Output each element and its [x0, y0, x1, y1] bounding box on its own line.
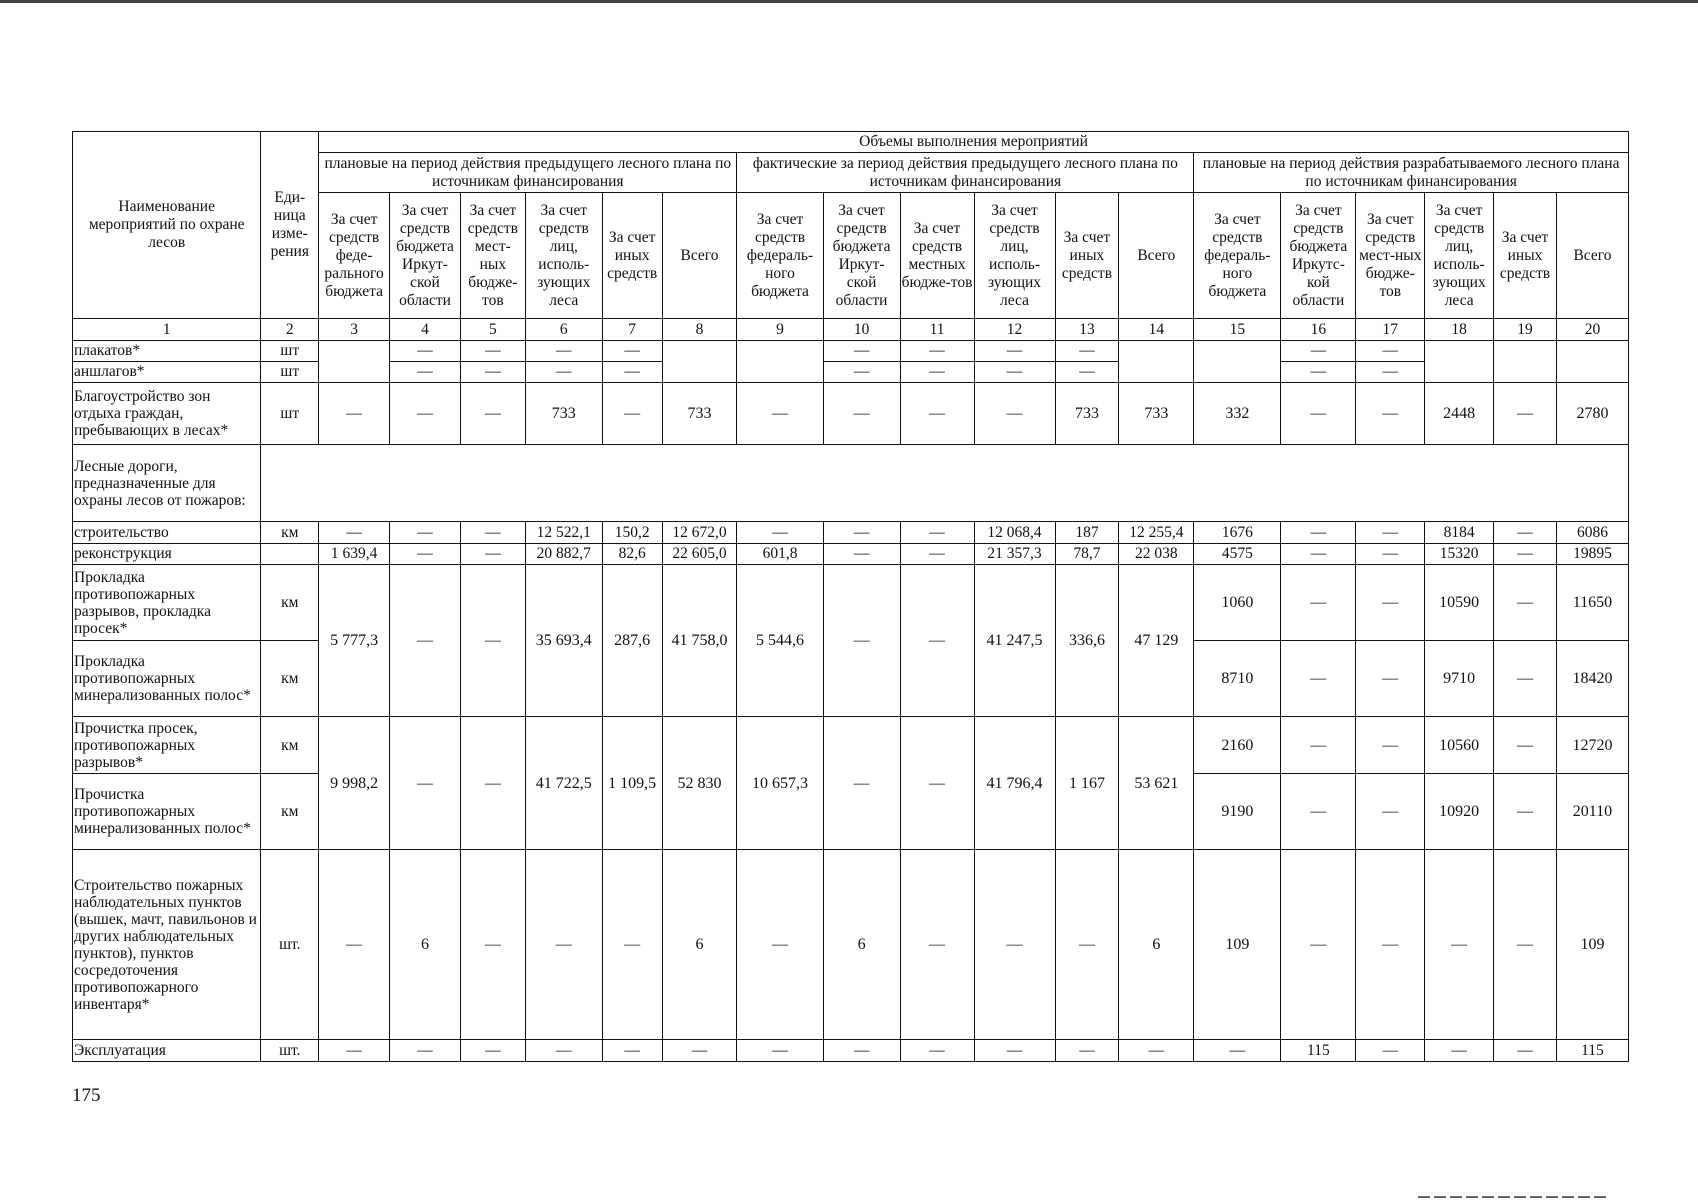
cell: 9190 [1194, 774, 1281, 850]
cell: 21 357,3 [974, 544, 1055, 565]
cell: — [1494, 383, 1557, 445]
cell [1194, 341, 1281, 383]
cell: — [974, 850, 1055, 1040]
cell: 12 672,0 [662, 522, 737, 544]
cell: — [1281, 565, 1356, 641]
row-name: строительство [73, 522, 261, 544]
cell: 6 [390, 850, 461, 1040]
header-group-planned-new: плановые на период действия разрабатываемого лесного плана по источникам финансирования [1194, 153, 1629, 193]
cell: — [823, 717, 900, 850]
cell: 2780 [1556, 383, 1628, 445]
cell: — [823, 362, 900, 383]
scan-bottom-edge [1418, 1196, 1608, 1198]
cell: 1 167 [1055, 717, 1119, 850]
row-unit: км [261, 565, 319, 641]
cell: — [460, 1040, 525, 1062]
cell: 4575 [1194, 544, 1281, 565]
header-col-19: За счет иных средств [1494, 193, 1557, 319]
cell: — [525, 1040, 602, 1062]
col-number: 2 [261, 319, 319, 341]
cell: 733 [1055, 383, 1119, 445]
row-unit: км [261, 774, 319, 850]
cell: — [1281, 544, 1356, 565]
page-number: 175 [72, 1085, 101, 1106]
cell: 11650 [1556, 565, 1628, 641]
cell: — [974, 1040, 1055, 1062]
cell: — [319, 522, 390, 544]
cell [1556, 341, 1628, 383]
cell: 6 [1119, 850, 1194, 1040]
col-number: 4 [390, 319, 461, 341]
header-col-17: За счет средств мест-ных бюдже-тов [1356, 193, 1425, 319]
col-number: 11 [900, 319, 974, 341]
cell: — [460, 850, 525, 1040]
cell: — [1494, 850, 1557, 1040]
cell: — [1356, 1040, 1425, 1062]
header-col-20: Всего [1556, 193, 1628, 319]
cell: — [1494, 774, 1557, 850]
cell: — [1356, 565, 1425, 641]
col-number: 18 [1425, 319, 1494, 341]
cell: — [602, 1040, 662, 1062]
cell: — [1494, 544, 1557, 565]
cell: — [1356, 544, 1425, 565]
cell: 6086 [1556, 522, 1628, 544]
cell: — [1356, 850, 1425, 1040]
header-volumes: Объемы выполнения мероприятий [319, 132, 1629, 153]
cell: 10920 [1425, 774, 1494, 850]
cell: 1060 [1194, 565, 1281, 641]
col-number: 1 [73, 319, 261, 341]
cell: — [390, 383, 461, 445]
cell: — [1425, 1040, 1494, 1062]
cell: 12720 [1556, 717, 1628, 774]
header-col-4: За счет средств бюджета Иркут-ской области [390, 193, 461, 319]
cell: 733 [662, 383, 737, 445]
cell: — [390, 362, 461, 383]
cell: — [460, 565, 525, 717]
cell: — [390, 1040, 461, 1062]
cell: 5 544,6 [737, 565, 823, 717]
cell: 150,2 [602, 522, 662, 544]
cell: 336,6 [1055, 565, 1119, 717]
cell: 1 109,5 [602, 717, 662, 850]
header-col-6: За счет средств лиц, исполь-зующих леса [525, 193, 602, 319]
cell: — [823, 565, 900, 717]
cell: 1676 [1194, 522, 1281, 544]
cell: 52 830 [662, 717, 737, 850]
cell: 22 605,0 [662, 544, 737, 565]
cell: 10560 [1425, 717, 1494, 774]
cell: — [1494, 522, 1557, 544]
cell: — [1281, 717, 1356, 774]
cell: — [460, 362, 525, 383]
row-name: плакатов* [73, 341, 261, 362]
col-number: 15 [1194, 319, 1281, 341]
col-number: 9 [737, 319, 823, 341]
cell: 10590 [1425, 565, 1494, 641]
cell: 41 758,0 [662, 565, 737, 717]
row-name: Прочистка просек, противопожарных разрывов* [73, 717, 261, 774]
cell: — [602, 850, 662, 1040]
cell: — [319, 850, 390, 1040]
cell: 6 [823, 850, 900, 1040]
header-col-11: За счет средств местных бюдже-тов [900, 193, 974, 319]
cell: — [1055, 362, 1119, 383]
col-number: 5 [460, 319, 525, 341]
cell: 41 722,5 [525, 717, 602, 850]
cell: 78,7 [1055, 544, 1119, 565]
cell: — [1119, 1040, 1194, 1062]
cell: — [900, 522, 974, 544]
header-col-15: За счет средств федераль-ного бюджета [1194, 193, 1281, 319]
cell: — [1356, 717, 1425, 774]
cell: — [974, 362, 1055, 383]
col-number: 17 [1356, 319, 1425, 341]
cell: 82,6 [602, 544, 662, 565]
header-group-planned-prev: плановые на период действия предыдущего лесного плана по источникам финансирования [319, 153, 737, 193]
cell [1494, 341, 1557, 383]
cell: 15320 [1425, 544, 1494, 565]
cell: — [602, 341, 662, 362]
cell: 187 [1055, 522, 1119, 544]
scan-top-edge [0, 0, 1698, 3]
cell: — [460, 717, 525, 850]
col-number: 19 [1494, 319, 1557, 341]
cell: — [823, 1040, 900, 1062]
cell: 12 255,4 [1119, 522, 1194, 544]
cell: — [1494, 1040, 1557, 1062]
cell: — [1356, 383, 1425, 445]
cell: 5 777,3 [319, 565, 390, 717]
col-number: 6 [525, 319, 602, 341]
cell: — [1055, 1040, 1119, 1062]
col-number: 7 [602, 319, 662, 341]
cell: — [460, 522, 525, 544]
col-number: 16 [1281, 319, 1356, 341]
row-unit [261, 544, 319, 565]
cell: 109 [1556, 850, 1628, 1040]
row-unit: шт. [261, 850, 319, 1040]
header-col-9: За счет средств федераль-ного бюджета [737, 193, 823, 319]
cell [737, 341, 823, 383]
col-number: 12 [974, 319, 1055, 341]
cell: 20 882,7 [525, 544, 602, 565]
cell [261, 445, 1629, 522]
col-number: 3 [319, 319, 390, 341]
cell [319, 341, 390, 383]
col-number: 13 [1055, 319, 1119, 341]
cell: — [900, 362, 974, 383]
cell: — [460, 544, 525, 565]
fire-protection-table [72, 131, 1629, 1062]
cell [662, 341, 737, 383]
cell: 8184 [1425, 522, 1494, 544]
row-unit: шт. [261, 1040, 319, 1062]
cell: — [602, 383, 662, 445]
header-name: Наименование мероприятий по охране лесов [73, 132, 261, 319]
col-number: 10 [823, 319, 900, 341]
cell: — [974, 341, 1055, 362]
cell: 2160 [1194, 717, 1281, 774]
cell: 47 129 [1119, 565, 1194, 717]
cell: 35 693,4 [525, 565, 602, 717]
cell: — [900, 565, 974, 717]
cell: — [900, 1040, 974, 1062]
row-unit: шт [261, 341, 319, 362]
cell: 8710 [1194, 641, 1281, 717]
cell: — [1356, 362, 1425, 383]
cell: — [662, 1040, 737, 1062]
cell: — [319, 1040, 390, 1062]
cell: — [460, 383, 525, 445]
cell: 601,8 [737, 544, 823, 565]
cell: — [525, 341, 602, 362]
cell: — [390, 565, 461, 717]
cell: — [1281, 341, 1356, 362]
row-name: Строительство пожарных наблюдательных пунктов (вышек, мачт, павильонов и других наблюдательных пунктов), пунктов сосредоточения противопожарного инвентаря* [73, 850, 261, 1040]
cell: — [1281, 383, 1356, 445]
cell: — [1055, 850, 1119, 1040]
cell: — [823, 544, 900, 565]
row-unit: шт [261, 383, 319, 445]
row-name: Прокладка противопожарных разрывов, прокладка просек* [73, 565, 261, 641]
row-unit: км [261, 522, 319, 544]
cell: — [1425, 850, 1494, 1040]
cell: — [1356, 341, 1425, 362]
header-col-7: За счет иных средств [602, 193, 662, 319]
cell: — [737, 383, 823, 445]
cell: — [1356, 774, 1425, 850]
cell: 115 [1281, 1040, 1356, 1062]
cell: 733 [525, 383, 602, 445]
cell: — [602, 362, 662, 383]
header-col-13: За счет иных средств [1055, 193, 1119, 319]
col-number: 20 [1556, 319, 1628, 341]
row-unit: шт [261, 362, 319, 383]
cell: — [390, 341, 461, 362]
cell: — [900, 383, 974, 445]
cell: — [737, 522, 823, 544]
cell: — [460, 341, 525, 362]
cell: 9 998,2 [319, 717, 390, 850]
cell [1119, 341, 1194, 383]
cell: 20110 [1556, 774, 1628, 850]
cell: 332 [1194, 383, 1281, 445]
cell: — [1281, 774, 1356, 850]
cell: — [900, 341, 974, 362]
cell: — [737, 850, 823, 1040]
cell: 1 639,4 [319, 544, 390, 565]
cell: 10 657,3 [737, 717, 823, 850]
cell: — [1281, 641, 1356, 717]
header-col-12: За счет средств лиц, исполь-зующих леса [974, 193, 1055, 319]
cell: 287,6 [602, 565, 662, 717]
row-name: реконструкция [73, 544, 261, 565]
cell: — [390, 522, 461, 544]
col-number: 14 [1119, 319, 1194, 341]
row-name: Прочистка противопожарных минерализованных полос* [73, 774, 261, 850]
cell: 6 [662, 850, 737, 1040]
cell: — [525, 850, 602, 1040]
cell: — [1281, 522, 1356, 544]
cell: 18420 [1556, 641, 1628, 717]
row-name: Эксплуатация [73, 1040, 261, 1062]
cell: 733 [1119, 383, 1194, 445]
cell: — [823, 522, 900, 544]
cell: — [900, 850, 974, 1040]
cell: — [1494, 717, 1557, 774]
cell: — [823, 383, 900, 445]
cell: — [1356, 522, 1425, 544]
cell: 41 796,4 [974, 717, 1055, 850]
cell: — [525, 362, 602, 383]
cell: — [1494, 565, 1557, 641]
cell: 109 [1194, 850, 1281, 1040]
cell: — [1356, 641, 1425, 717]
cell: — [737, 1040, 823, 1062]
row-name: аншлагов* [73, 362, 261, 383]
header-col-10: За счет средств бюджета Иркут-ской области [823, 193, 900, 319]
cell: 12 522,1 [525, 522, 602, 544]
cell: — [900, 544, 974, 565]
cell: 9710 [1425, 641, 1494, 717]
cell: — [900, 717, 974, 850]
header-col-3: За счет средств феде-рального бюджета [319, 193, 390, 319]
cell: 53 621 [1119, 717, 1194, 850]
row-unit: км [261, 641, 319, 717]
header-col-16: За счет средств бюджета Иркутс-кой области [1281, 193, 1356, 319]
cell: 12 068,4 [974, 522, 1055, 544]
cell: — [1194, 1040, 1281, 1062]
row-name: Прокладка противопожарных минерализованных полос* [73, 641, 261, 717]
cell: 115 [1556, 1040, 1628, 1062]
cell: 41 247,5 [974, 565, 1055, 717]
cell: — [390, 717, 461, 850]
row-name: Лесные дороги, предназначенные для охраны лесов от пожаров: [73, 445, 261, 522]
row-name: Благоустройство зон отдыха граждан, пребывающих в лесах* [73, 383, 261, 445]
cell: 19895 [1556, 544, 1628, 565]
cell [1425, 341, 1494, 383]
header-col-14: Всего [1119, 193, 1194, 319]
cell: — [1281, 362, 1356, 383]
header-unit: Еди-ница изме-рения [261, 132, 319, 319]
cell: — [319, 383, 390, 445]
cell: — [823, 341, 900, 362]
cell: — [1494, 641, 1557, 717]
cell: 22 038 [1119, 544, 1194, 565]
cell: — [1281, 850, 1356, 1040]
cell: 2448 [1425, 383, 1494, 445]
header-col-5: За счет средств мест-ных бюдже-тов [460, 193, 525, 319]
cell: — [390, 544, 461, 565]
header-col-18: За счет средств лиц, исполь-зующих леса [1425, 193, 1494, 319]
row-unit: км [261, 717, 319, 774]
col-number: 8 [662, 319, 737, 341]
header-col-8: Всего [662, 193, 737, 319]
header-group-actual-prev: фактические за период действия предыдущего лесного плана по источникам финансирования [737, 153, 1194, 193]
cell: — [974, 383, 1055, 445]
cell: — [1055, 341, 1119, 362]
